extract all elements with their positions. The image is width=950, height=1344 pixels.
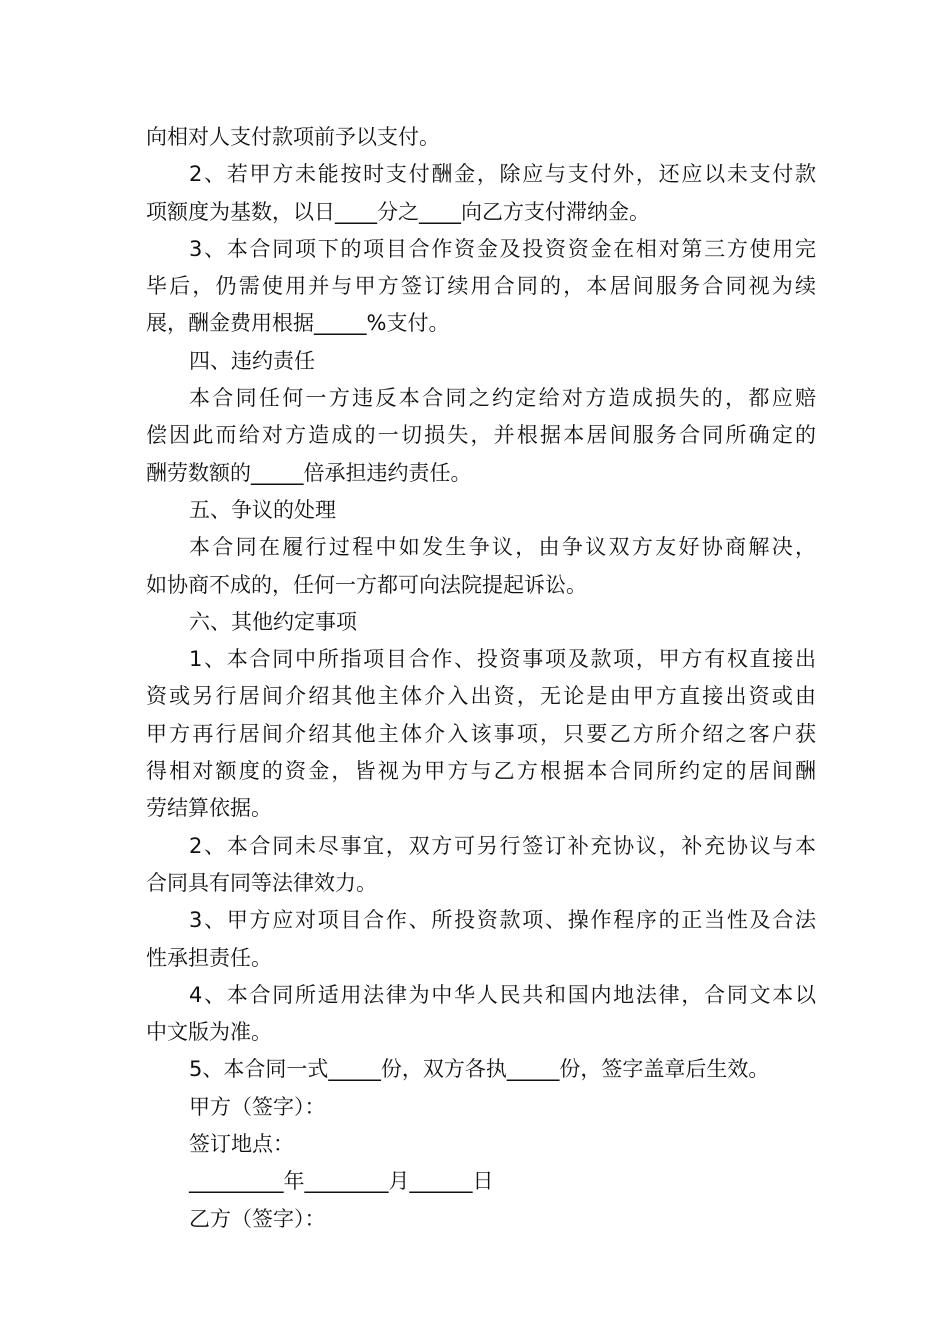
- text-line: 得相对额度的资金，皆视为甲方与乙方根据本合同所约定的居间酬: [146, 759, 816, 784]
- signing-place: 签订地点：: [189, 1132, 294, 1157]
- text-line: 劳结算依据。: [146, 796, 272, 821]
- text-line: 酬劳数额的_____倍承担违约责任。: [146, 460, 472, 485]
- document-body: [146, 119, 816, 1238]
- text-line: 2、若甲方未能按时支付酬金，除应与支付外，还应以未支付款: [189, 162, 816, 187]
- signature-party-a: 甲方（签字）：: [189, 1094, 326, 1119]
- text-line: 3、本合同项下的项目合作资金及投资资金在相对第三方使用完: [189, 236, 816, 261]
- signing-date: _________年________月______日: [189, 1169, 494, 1194]
- text-line: 本合同在履行过程中如发生争议，由争议双方友好协商解决，: [189, 535, 816, 560]
- section-heading: 四、违约责任: [189, 348, 315, 373]
- text-line: 4、本合同所适用法律为中华人民共和国内地法律，合同文本以: [189, 982, 816, 1007]
- text-line: 合同具有同等法律效力。: [146, 870, 377, 895]
- text-line: 2、本合同未尽事宜，双方可另行签订补充协议，补充协议与本: [189, 833, 816, 858]
- text-line: 项额度为基数，以日____分之____向乙方支付滞纳金。: [146, 199, 650, 224]
- text-line: 中文版为准。: [146, 1020, 272, 1045]
- text-line: 本合同任何一方违反本合同之约定给对方造成损失的，都应赔: [189, 386, 816, 411]
- text-line: 向相对人支付款项前予以支付。: [146, 125, 440, 149]
- text-line: 甲方再行居间介绍其他主体介入该事项，只要乙方所介绍之客户获: [146, 721, 816, 746]
- text-line: 3、甲方应对项目合作、所投资款项、操作程序的正当性及合法: [189, 908, 816, 933]
- text-line: 性承担责任。: [146, 945, 272, 970]
- section-heading: 五、争议的处理: [189, 497, 336, 522]
- signature-party-b: 乙方（签字）：: [189, 1206, 326, 1231]
- text-line: 1、本合同中所指项目合作、投资事项及款项，甲方有权直接出: [189, 647, 816, 672]
- text-line: 如协商不成的，任何一方都可向法院提起诉讼。: [146, 572, 587, 597]
- section-heading: 六、其他约定事项: [189, 609, 357, 634]
- text-line: 毕后，仍需使用并与甲方签订续用合同的，本居间服务合同视为续: [146, 274, 816, 299]
- text-line: 5、本合同一式_____份，双方各执_____份，签字盖章后生效。: [189, 1057, 770, 1082]
- text-line: 展，酬金费用根据_____%支付。: [146, 311, 450, 336]
- text-line: 偿因此而给对方造成的一切损失，并根据本居间服务合同所确定的: [146, 423, 816, 448]
- text-line: 资或另行居间介绍其他主体介入出资，无论是由甲方直接出资或由: [146, 684, 816, 709]
